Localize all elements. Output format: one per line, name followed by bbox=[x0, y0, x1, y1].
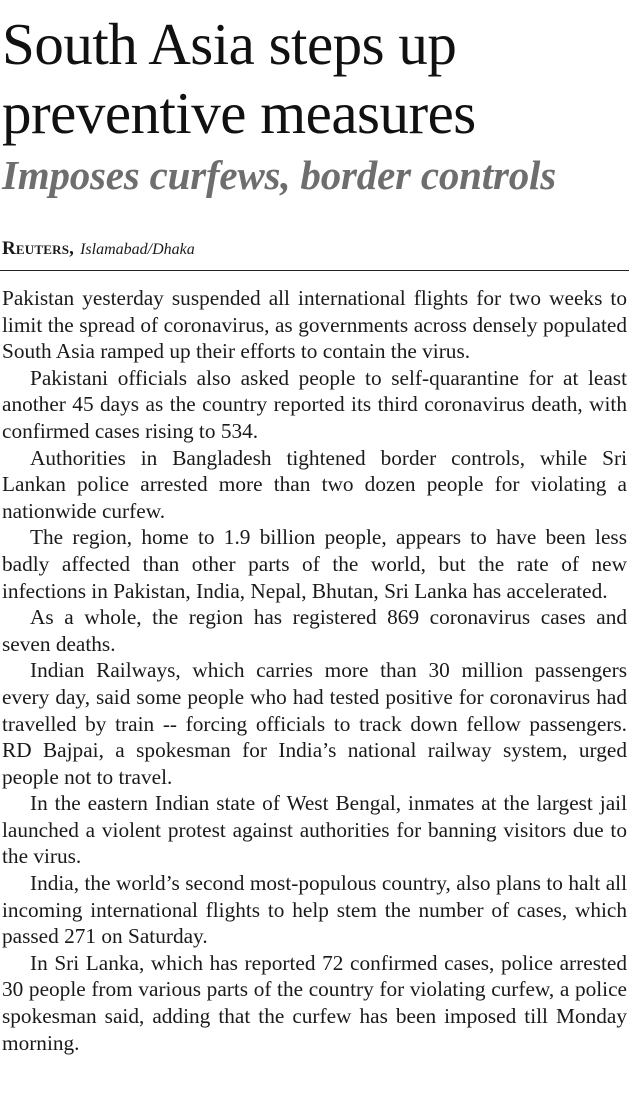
byline-location: Islamabad/Dhaka bbox=[80, 241, 195, 258]
headline bbox=[0, 10, 629, 148]
article-paragraph: In Sri Lanka, which has reported 72 confirmed cases, police arrested 30 people from various parts of the country for violating curfew, a police spokesman said, adding that the curfew has been imposed till Monday morning. bbox=[2, 950, 627, 1055]
article-paragraph: In the eastern Indian state of West Bengal, inmates at the largest jail launched a violent protest against authorities for banning visitors due to the virus. bbox=[2, 791, 627, 869]
article-paragraph: India, the world’s second most-populous country, also plans to halt all incoming international flights to help stem the number of cases, which passed 271 on Saturday. bbox=[2, 871, 627, 949]
headline-line-1: South Asia steps up bbox=[2, 11, 457, 77]
article-paragraph: Pakistan yesterday suspended all international flights for two weeks to limit the spread of coronavirus, as governments across densely populated South Asia ramped up their efforts to contain the virus. bbox=[2, 286, 627, 364]
article-paragraph: Indian Railways, which carries more than 30 million passengers every day, said some people who had tested positive for coronavirus had travelled by train -- forcing officials to track down fellow passengers. RD Bajpai, a spokesman for India’s national railway system, urged people not to travel. bbox=[2, 658, 627, 789]
article-paragraph: Pakistani officials also asked people to self-quarantine for at least another 45 days as the country reported its third coronavirus death, with confirmed cases rising to 534. bbox=[2, 365, 627, 443]
article-paragraph: Authorities in Bangladesh tightened border controls, while Sri Lankan police arrested more than two dozen people for violating a nationwide curfew. bbox=[2, 445, 627, 523]
byline-agency: Reuters, bbox=[2, 238, 75, 259]
article-body bbox=[2, 285, 627, 1056]
headline-line-2: preventive measures bbox=[2, 80, 476, 146]
article-paragraph: As a whole, the region has registered 869 coronavirus cases and seven deaths. bbox=[2, 605, 627, 656]
byline bbox=[2, 238, 195, 261]
byline-divider bbox=[0, 270, 629, 271]
subheadline: Imposes curfews, border controls bbox=[2, 152, 556, 198]
article-paragraph: The region, home to 1.9 billion people, appears to have been less badly affected than other parts of the world, but the rate of new infections in Pakistan, India, Nepal, Bhutan, Sri Lanka has accelerated. bbox=[2, 525, 627, 603]
